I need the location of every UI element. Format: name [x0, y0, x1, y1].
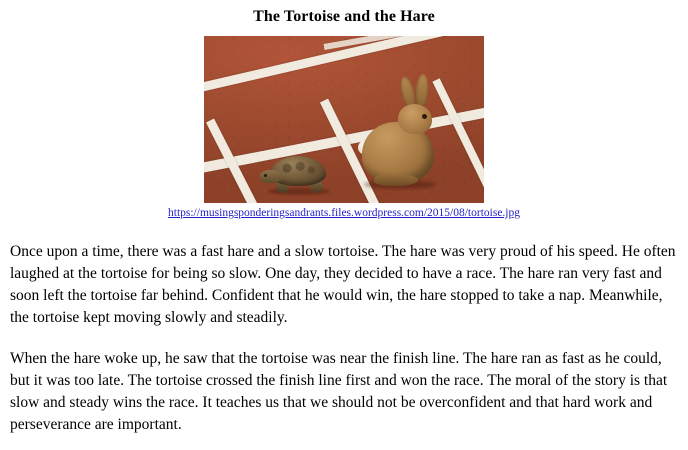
tortoise-head	[260, 170, 282, 183]
page-title: The Tortoise and the Hare	[253, 8, 435, 25]
paragraph-2: When the hare woke up, he saw that the tortoise was near the finish line. The hare ran as fast as he could, but it was too late. The tortoise crossed the finish line first and won the race. The moral of the story is that slow and steady wins the race. It teaches us that we should not be overconfident and that hard work and perseverance are important.	[10, 349, 668, 434]
tortoise-figure	[260, 154, 338, 194]
hare-figure	[354, 78, 444, 188]
hare-foot	[374, 174, 418, 186]
hare-ear	[415, 74, 429, 109]
image-source-link[interactable]: https://musingsponderingsandrants.files.wordpress.com/2015/08/tortoise.jpg	[168, 207, 520, 219]
figure	[10, 36, 678, 219]
hare-eye	[422, 114, 427, 119]
hare-head	[398, 104, 432, 134]
image-caption	[10, 207, 678, 219]
tortoise-and-hare-image	[204, 36, 484, 203]
paragraph-1: Once upon a time, there was a fast hare and a slow tortoise. The hare was very proud of his speed. He often laughed at the tortoise for being so slow. One day, they decided to have a race. The hare ran very fast and soon left the tortoise far behind. Confident that he would win, the hare stopped to take a nap. Meanwhile, the tortoise kept moving slowly and steadily.	[10, 243, 676, 327]
